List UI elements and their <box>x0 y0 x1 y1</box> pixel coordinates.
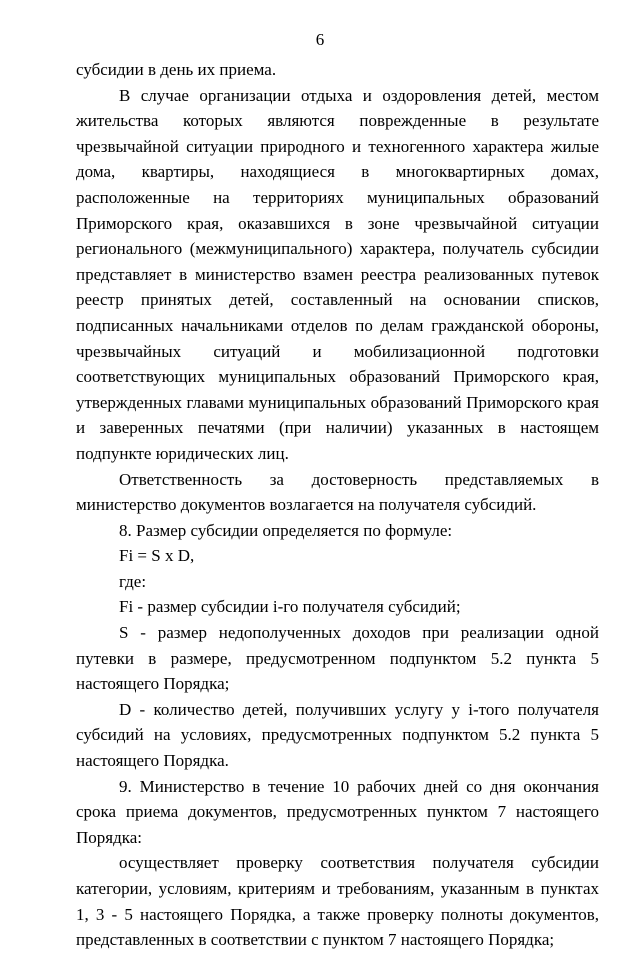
paragraph-verification: осуществляет проверку соответствия получателя субсидии категории, условиям, критериям и требованиям, указанным в пунктах 1, 3 - 5 настоящего Порядка, а также проверку полноты документов, представленных в соответствии с пунктом 7 настоящего Порядка; <box>76 853 599 950</box>
formula-term-d: D - количество детей, получивших услугу у i-того получателя субсидий на условиях, предусмотренных подпунктом 5.2 пункта 5 настоящего Порядка. <box>76 699 599 771</box>
formula: Fi = S x D, <box>119 546 195 566</box>
formula-where: где: <box>119 571 147 591</box>
paragraph-children-registry: В случае организации отдыха и оздоровления детей, местом жительства которых являются поврежденные в результате чрезвычайной ситуации природного и техногенного характера жилые дома, квартиры, находящиеся в многоквартирных домах, расположенные на территориях муниципальных образований Приморского края, оказавшихся в зоне чрезвычайной ситуации регионального (межмуниципального) характера, получатель субсидии представляет в министерство взамен реестра реализованных путевок реестр принятых детей, составленный на основании списков, подписанных начальниками отделов по делам гражданской обороны, чрезвычайных ситуаций и мобилизационной подготовки соответствующих муниципальных образований Приморского края, утвержденных главами муниципальных образований Приморского края и заверенных печатями (при наличии) указанных в настоящем подпункте юридических лиц. <box>76 85 599 463</box>
formula-term-s: S - размер недополученных доходов при реализации одной путевки в размере, предусмотренном подпунктом 5.2 пункта 5 настоящего Порядка; <box>76 623 599 694</box>
paragraph-responsibility: Ответственность за достоверность представляемых в министерство документов возлагается на получателя субсидий. <box>76 469 599 515</box>
page-number: 6 <box>315 30 325 49</box>
paragraph-continuation: субсидии в день их приема. <box>76 60 277 79</box>
document-body <box>76 57 599 953</box>
formula-term-fi: Fi - размер субсидии i-го получателя субсидий; <box>119 597 461 617</box>
paragraph-item-9: 9. Министерство в течение 10 рабочих дней со дня окончания срока приема документов, предусмотренных пунктом 7 настоящего Порядка: <box>76 776 599 847</box>
paragraph-item-8: 8. Размер субсидии определяется по формуле: <box>119 520 453 540</box>
